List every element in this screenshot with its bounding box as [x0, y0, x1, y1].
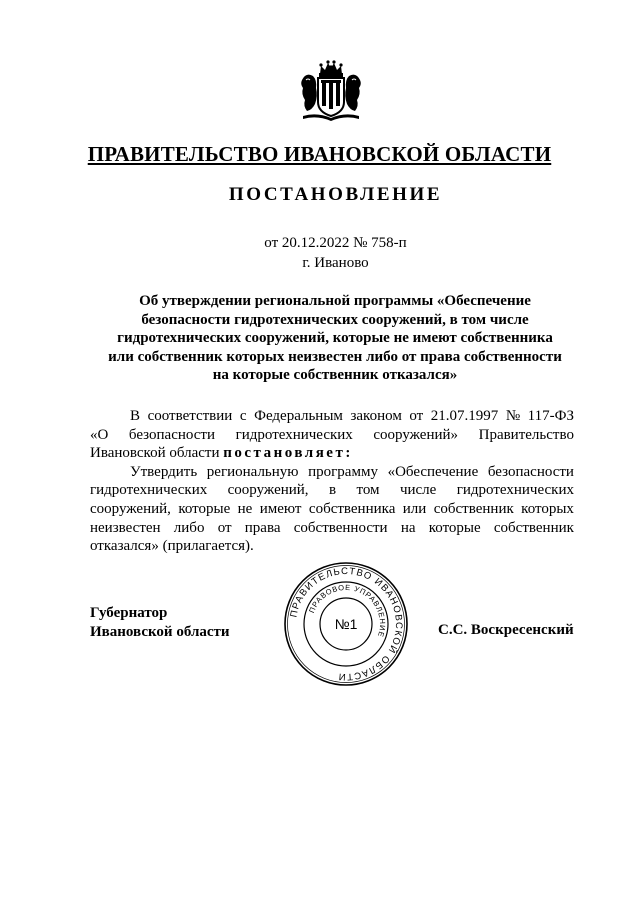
official-seal	[282, 560, 410, 688]
decree-subject	[95, 292, 575, 385]
subject-line: Об утверждении региональной программы «Обеспечение	[139, 293, 531, 309]
signatory-position	[90, 604, 230, 641]
subject-line: на которые собственник отказался»	[212, 367, 458, 383]
position-title: Губернатор	[90, 605, 168, 621]
body-line: Ивановской области постановляет:	[90, 445, 353, 462]
signatory-name: С.С. Воскресенский	[438, 622, 574, 638]
subject-line: или собственник которых неизвестен либо от права собственности	[108, 348, 562, 365]
city: г. Иваново	[302, 255, 369, 271]
resolves-word: постановляет:	[223, 445, 353, 462]
subject-line: гидротехнических сооружений, которые не имеют собственника	[117, 330, 553, 346]
body-line: отказался» (прилагается).	[90, 538, 254, 555]
body-line: Утвердить региональную программу «Обеспечение безопасности	[130, 463, 574, 480]
seal-number: №1	[334, 616, 358, 632]
position-region: Ивановской области	[90, 623, 230, 640]
body-line: гидротехнических сооружений, в том числе гидротехнических	[90, 482, 574, 499]
body-line: неизвестен либо от права собственности на которые собственник	[90, 519, 574, 536]
decree-body	[90, 407, 574, 556]
document-type: ПОСТАНОВЛЕНИЕ	[228, 184, 443, 205]
body-line: сооружений, которые не имеют собственника или собственник которых	[90, 500, 574, 517]
government-title: ПРАВИТЕЛЬСТВО ИВАНОВСКОЙ ОБЛАСТИ	[87, 142, 552, 166]
subject-line: безопасности гидротехнических сооружений, в том числе	[141, 311, 529, 328]
seal-inner-text: ПРАВОВОЕ УПРАВЛЕНИЕ	[307, 582, 388, 639]
coat-of-arms-icon	[297, 58, 365, 124]
date-and-number: от 20.12.2022 № 758-п	[264, 235, 407, 251]
seal-ring-text: ПРАВИТЕЛЬСТВО ИВАНОВСКОЙ ОБЛАСТИ	[288, 565, 405, 683]
body-line: В соответствии с Федеральным законом от 21.07.1997 № 117-ФЗ	[130, 408, 574, 424]
body-line: «О безопасности гидротехнических сооружений» Правительство	[90, 426, 574, 443]
